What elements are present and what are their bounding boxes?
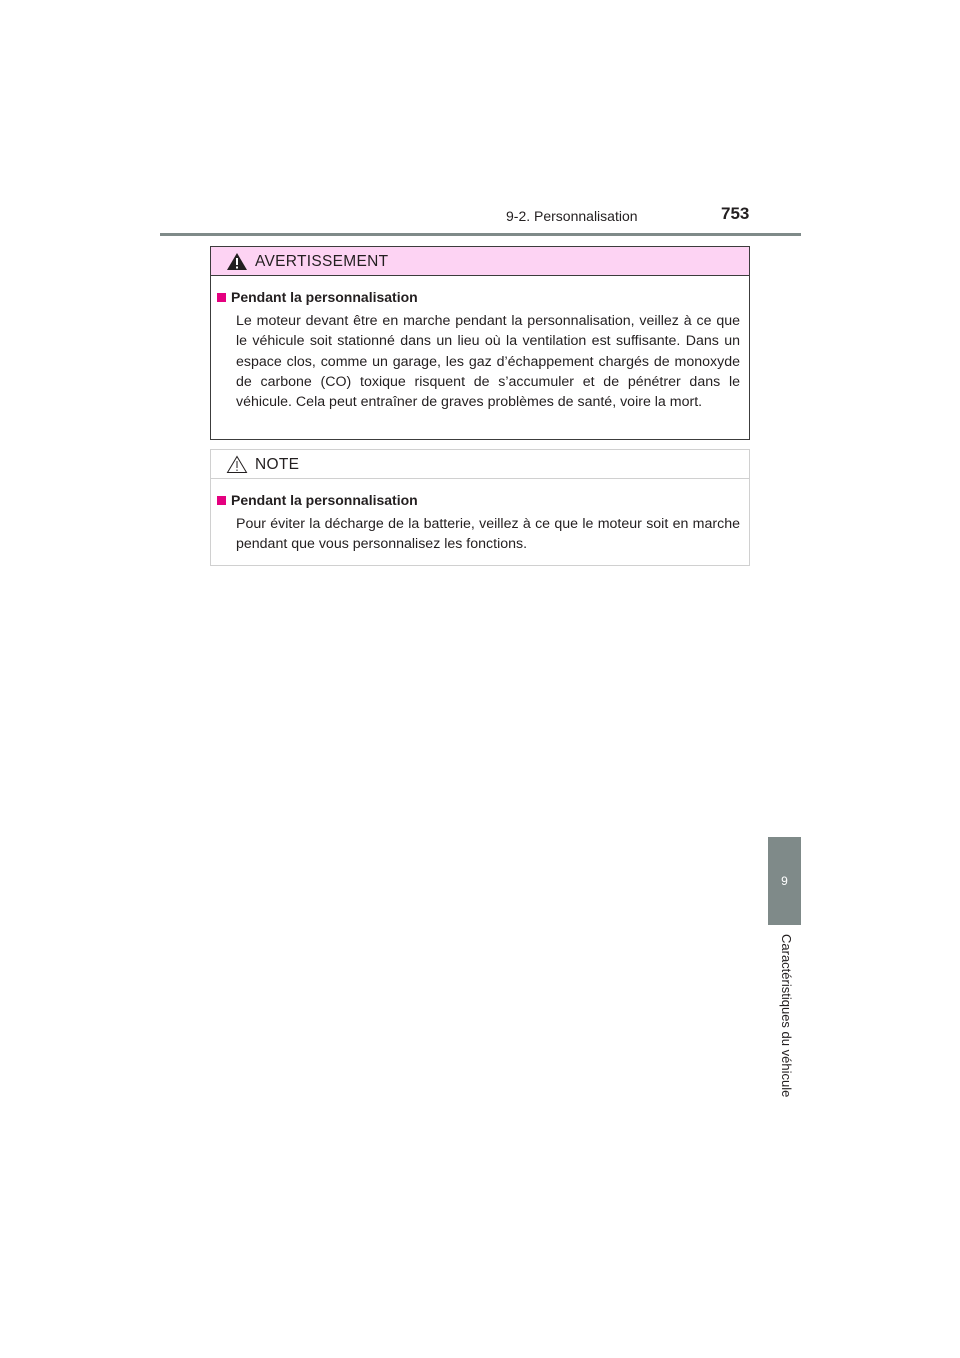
header-divider [160,233,801,236]
page-number: 753 [721,204,750,223]
square-bullet-icon [217,293,226,302]
square-bullet-icon [217,496,226,505]
caution-triangle-icon [226,455,248,474]
warning-box [210,246,750,440]
chapter-tab [768,837,801,925]
note-title: NOTE [255,456,300,473]
chapter-number: 9 [781,874,788,888]
note-box-header [211,450,749,479]
warning-box-body [211,276,749,412]
note-box-body [211,479,749,555]
warning-subheading [217,289,740,305]
section-title: 9-2. Personnalisation [506,208,638,224]
note-subheading-text: Pendant la personnalisation [231,492,418,508]
warning-box-header [211,247,749,276]
chapter-label: Caractéristiques du véhicule [779,934,794,1098]
warning-subheading-text: Pendant la personnalisation [231,289,418,305]
note-paragraph: Pour éviter la décharge de la batterie, veillez à ce que le moteur soit en marche pendant que vous personnalisez les fonctions. [236,516,740,553]
warning-title: AVERTISSEMENT [255,253,389,270]
note-box [210,449,750,566]
note-subheading [217,492,740,508]
warning-paragraph: Le moteur devant être en marche pendant la personnalisation, veillez à ce que le véhicule soit stationné dans un lieu où la ventilation est suffisante. Dans un espace clos, comme un garage, les gaz d’échappement chargés de monoxyde de carbone (CO) toxique risquent de s’accumuler et de pénétrer dans le véhicule. Cela peut entraîner de graves problèmes de santé, voire la mort. [236,313,740,411]
warning-triangle-icon [226,252,248,271]
